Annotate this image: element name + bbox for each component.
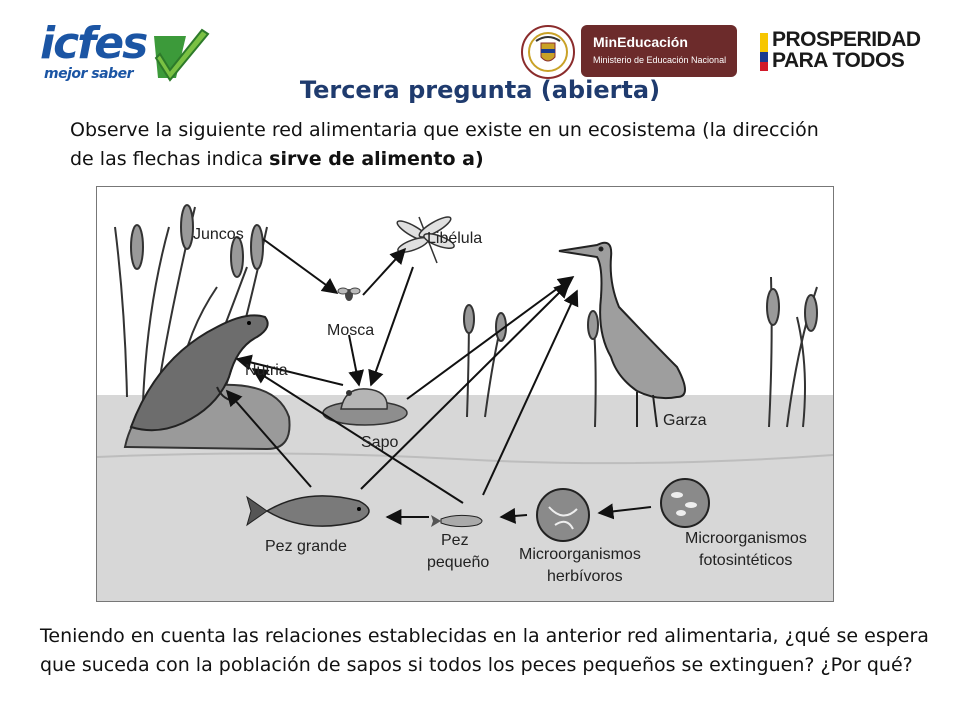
food-web-diagram: [96, 186, 834, 602]
label-micro-fotosinteticos-line1: Microorganismos: [685, 530, 807, 547]
label-garza: Garza: [663, 412, 707, 429]
arrow-juncos-mosca: [263, 239, 337, 293]
label-pez-grande: Pez grande: [265, 538, 347, 555]
icfes-tagline: mejor saber: [44, 66, 133, 82]
mineducacion-logo: [581, 25, 737, 77]
label-micro-herbivoros-line2: herbívoros: [547, 568, 623, 585]
label-pez-pequeno-line2: pequeño: [427, 554, 490, 571]
mineducacion-title: MinEducación: [593, 34, 688, 50]
label-micro-fotosinteticos-line2: fotosintéticos: [699, 552, 793, 569]
intro-text-main: Observe la siguiente red alimentaria que existe en un ecosistema (la dirección de las flechas indica: [70, 119, 819, 170]
colombia-seal-icon: [521, 25, 575, 79]
label-libelula: Libélula: [427, 230, 483, 247]
colombia-flag-icon: [760, 33, 768, 71]
question-text: Teniendo en cuenta las relaciones establecidas en la anterior red alimentaria, ¿qué se espera que suceda con la población de sapos si todos los peces pequeños se extinguen? ¿Por qué?: [40, 625, 929, 676]
page-title: Tercera pregunta (abierta): [299, 76, 661, 104]
label-nutria: Nutria: [245, 362, 288, 379]
label-micro-herbivoros-line1: Microorganismos: [519, 546, 641, 563]
photosynthetic-microorganisms-icon: [661, 479, 709, 527]
prosperidad-logo: [760, 30, 925, 74]
prosperidad-line2: PARA TODOS: [772, 49, 905, 72]
fly-icon: [338, 288, 360, 301]
mineducacion-subtitle: Ministerio de Educación Nacional: [593, 55, 727, 65]
arrow-mosca-libelula: [363, 249, 405, 295]
icfes-wordmark: icfes: [40, 18, 147, 69]
label-pez-pequeno-line1: Pez: [441, 532, 469, 549]
label-sapo: Sapo: [361, 434, 399, 451]
arrow-mosca-sapo: [349, 335, 359, 385]
frog-icon: [341, 389, 387, 409]
label-juncos: Juncos: [193, 226, 244, 243]
intro-text: [70, 116, 830, 174]
arrow-libelula-sapo: [371, 267, 413, 385]
intro-text-bold: sirve de alimento a): [269, 148, 484, 170]
prosperidad-line1: PROSPERIDAD: [772, 28, 921, 51]
label-mosca: Mosca: [327, 322, 375, 339]
